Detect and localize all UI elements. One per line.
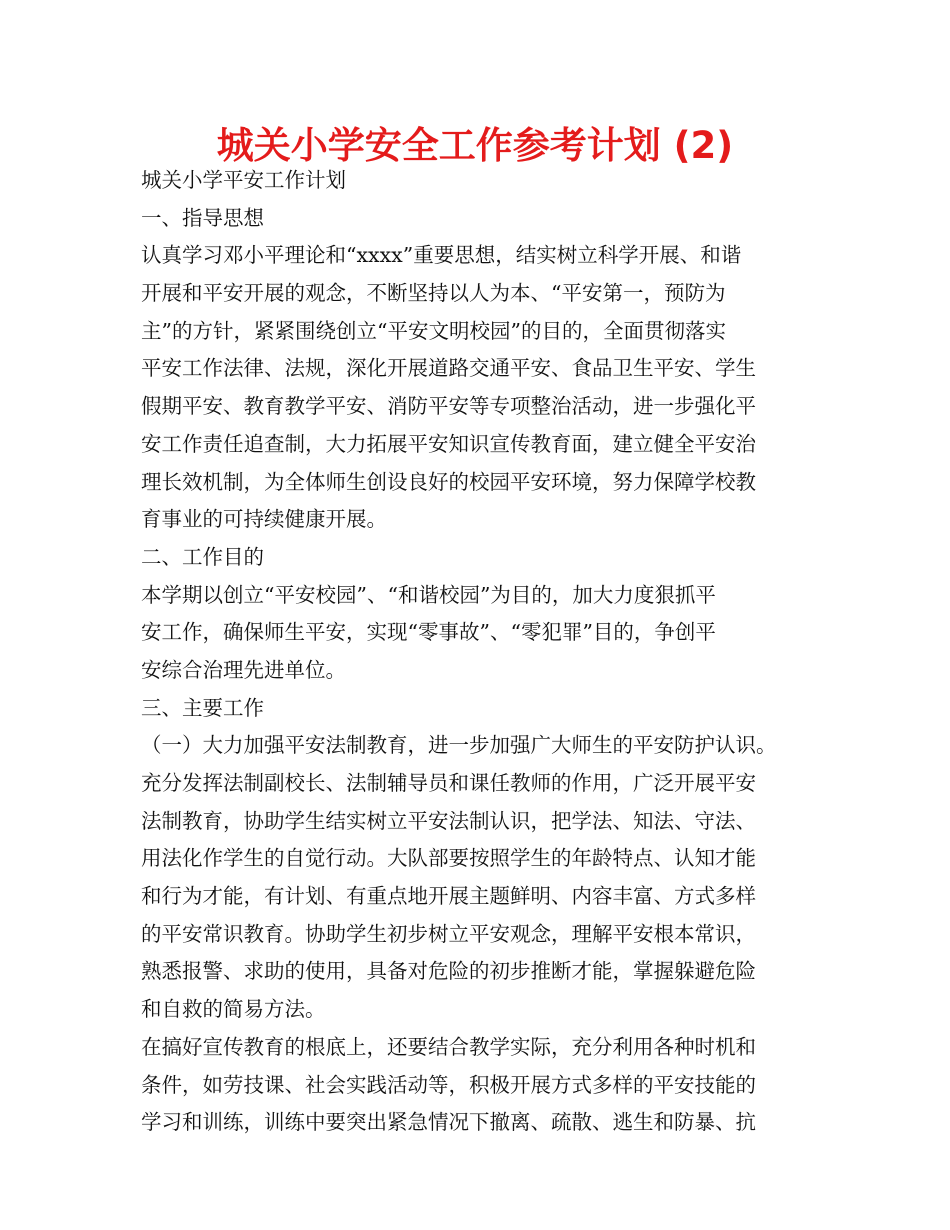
text-line: 和行为才能，有计划、有重点地开展主题鲜明、内容丰富、方式多样	[141, 884, 756, 909]
document-title: 城关小学安全工作参考计划 (2)	[216, 124, 734, 167]
text-line: 育事业的可持续健康开展。	[141, 507, 387, 532]
text-line: 在搞好宣传教育的根底上，还要结合教学实际，充分利用各种时机和	[141, 1034, 756, 1059]
text-line: （一）大力加强平安法制教育，进一步加强广大师生的平安防护认识。	[141, 733, 777, 758]
text-line: 安工作，确保师生平安，实现“零事故”、“零犯罪”目的，争创平	[141, 620, 716, 645]
text-line: 安工作责任追查制，大力拓展平安知识宣传教育面，建立健全平安治	[141, 431, 756, 456]
text-line: 主”的方针，紧紧围绕创立“平安文明校园”的目的，全面贯彻落实	[141, 318, 726, 343]
text-line: 城关小学平安工作计划	[141, 168, 346, 192]
text-line: 认真学习邓小平理论和“xxxx”重要思想，结实树立科学开展、和谐	[141, 243, 742, 268]
document-body	[141, 162, 841, 1142]
text-line: 和自救的简易方法。	[141, 997, 326, 1022]
text-line: 充分发挥法制副校长、法制辅导员和课任教师的作用，广泛开展平安	[141, 771, 756, 795]
text-line: 开展和平安开展的观念，不断坚持以人为本、“平安第一，预防为	[141, 281, 726, 306]
text-line: 二、工作目的	[141, 544, 264, 569]
text-line: 的平安常识教育。协助学生初步树立平安观念，理解平安根本常识，	[141, 921, 756, 946]
text-line: 平安工作法律、法规，深化开展道路交通平安、食品卫生平安、学生	[141, 356, 756, 381]
text-line: 学习和训练，训练中要突出紧急情况下撤离、疏散、逃生和防暴、抗	[141, 1110, 756, 1135]
text-line: 安综合治理先进单位。	[141, 657, 346, 682]
text-line: 熟悉报警、求助的使用，具备对危险的初步推断才能，掌握躲避危险	[141, 959, 756, 984]
text-line: 法制教育，协助学生结实树立平安法制认识，把学法、知法、守法、	[141, 808, 756, 833]
text-line: 条件，如劳技课、社会实践活动等，积极开展方式多样的平安技能的	[141, 1072, 756, 1097]
text-line: 三、主要工作	[141, 695, 264, 720]
text-line: 本学期以创立“平安校园”、“和谐校园”为目的，加大力度狠抓平	[141, 582, 716, 607]
text-line: 用法化作学生的自觉行动。大队部要按照学生的年龄特点、认知才能	[141, 846, 756, 871]
text-line: 理长效机制，为全体师生创设良好的校园平安环境，努力保障学校教	[141, 469, 756, 494]
text-line: 一、指导思想	[141, 205, 264, 230]
text-line: 假期平安、教育教学平安、消防平安等专项整治活动，进一步强化平	[141, 394, 756, 419]
